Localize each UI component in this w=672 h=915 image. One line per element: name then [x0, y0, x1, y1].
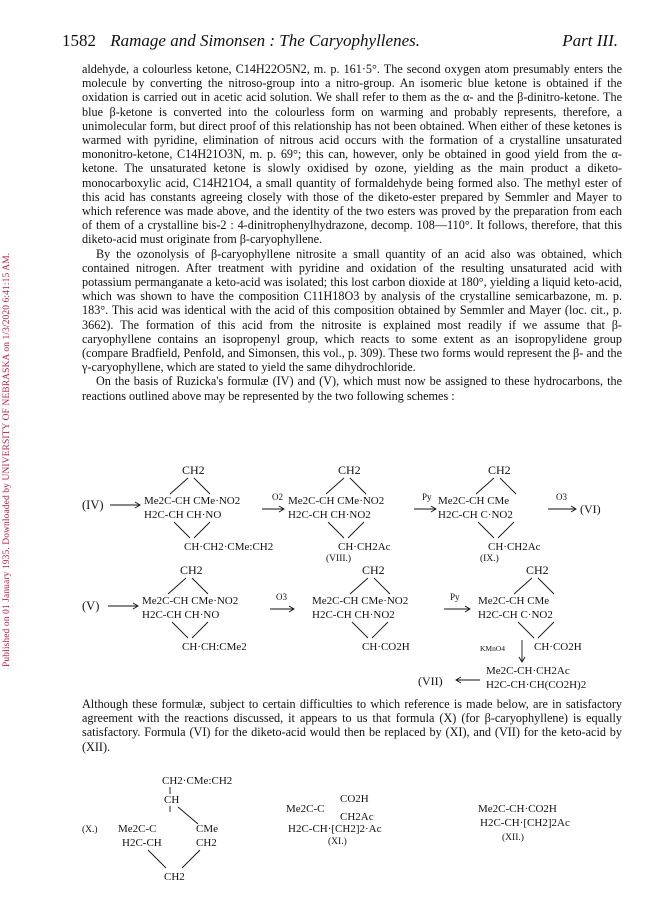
structure-nitro-acid: [312, 563, 410, 653]
svg-text:CH2: CH2: [362, 563, 385, 577]
svg-text:CH·CH:CMe2: CH·CH:CMe2: [182, 641, 247, 653]
svg-text:CH2: CH2: [338, 463, 361, 477]
svg-text:H2C-CH CH·NO2: H2C-CH CH·NO2: [288, 509, 371, 521]
structure-x: [82, 775, 232, 883]
scheme1-start-label: (IV): [82, 498, 104, 512]
svg-text:H2C-CH C·NO2: H2C-CH C·NO2: [478, 609, 553, 621]
svg-text:H2C-CH CH·NO: H2C-CH CH·NO: [144, 509, 222, 521]
svg-text:CH·CH2Ac: CH·CH2Ac: [488, 541, 541, 553]
structure-unsaturated-acid: [478, 563, 582, 653]
scheme-2: [82, 563, 586, 691]
structure-xi: [286, 793, 382, 847]
svg-text:(XI.): (XI.): [328, 837, 347, 847]
svg-text:CO2H: CO2H: [340, 793, 369, 805]
svg-text:CH2: CH2: [196, 837, 217, 849]
svg-text:CH·CO2H: CH·CO2H: [362, 641, 410, 653]
svg-text:CH2: CH2: [182, 463, 205, 477]
scheme1-end-label: (VI): [580, 502, 601, 516]
svg-text:Me2C-C: Me2C-C: [118, 823, 157, 835]
structure-v-nitrosite: [142, 563, 247, 653]
svg-text:Me2C-CH·CH2Ac: Me2C-CH·CH2Ac: [486, 665, 570, 677]
svg-text:CH2Ac: CH2Ac: [340, 811, 374, 823]
kmno4-reagent: KMnO4: [480, 644, 506, 653]
svg-text:CH2: CH2: [164, 871, 185, 883]
svg-text:CH: CH: [164, 794, 180, 806]
running-title: Ramage and Simonsen : The Caryophyllenes.: [110, 31, 420, 50]
svg-text:Me2C-CH CMe: Me2C-CH CMe: [478, 595, 550, 607]
svg-text:(IX.): (IX.): [480, 554, 499, 564]
svg-text:H2C-CH·CH(CO2H)2: H2C-CH·CH(CO2H)2: [486, 679, 587, 691]
svg-text:H2C-CH·[CH2]2·Ac: H2C-CH·[CH2]2·Ac: [288, 823, 382, 835]
svg-text:Me2C-CH CMe·NO2: Me2C-CH CMe·NO2: [142, 595, 239, 607]
svg-text:CH·CO2H: CH·CO2H: [534, 641, 582, 653]
formulas-drawing: [82, 770, 622, 910]
svg-text:(XII.): (XII.): [502, 833, 524, 843]
svg-text:H2C-CH CH·NO2: H2C-CH CH·NO2: [312, 609, 395, 621]
svg-text:CH2: CH2: [526, 563, 549, 577]
paragraph-2: By the ozonolysis of β-caryophyllene nitrosite a small quantity of an acid also was obtained, which contained nitrogen. After treatment with pyridine and oxidation of the resulting unsaturated acid with potassium permanganate a keto-acid was isolated; this lost carbon dioxide at 180°, yielding a liquid keto-acid, which was shown to have the composition C11H18O3 by analysis of the crystalline semicarbazone, m. p. 183°. This acid was identical with the acid of this composition obtained by Semmler and Mayer (loc. cit., p. 3662). The formation of this acid from the nitrosite is explained most readily if we assume that β-caryophyllene contains an isopropenyl group, which reacts to some extent as an isopropylidene group (compare Bradfield, Penfold, and Simonsen, this vol., p. 309). These two forms would represent the β- and the γ-caryophyllene, which are stated to yield the same dihydrochloride.: [82, 246, 622, 375]
svg-text:H2C-CH CH·NO: H2C-CH CH·NO: [142, 609, 220, 621]
svg-text:Me2C-CH CMe·NO2: Me2C-CH CMe·NO2: [288, 495, 385, 507]
structure-xii: [478, 803, 570, 843]
svg-text:H2C-CH C·NO2: H2C-CH C·NO2: [438, 509, 513, 521]
svg-text:CMe: CMe: [196, 823, 218, 835]
page-header: [62, 31, 622, 51]
download-watermark: Published on 01 January 1935. Downloaded by UNIVERSITY OF NEBRASKA on 1/3/2020 6:41:15 AM.: [2, 252, 12, 668]
svg-text:H2C-CH: H2C-CH: [122, 837, 162, 849]
structure-ix: [438, 463, 541, 564]
svg-text:(VII): (VII): [418, 674, 443, 688]
page-number: 1582: [62, 31, 96, 50]
svg-text:O3: O3: [276, 592, 287, 602]
svg-text:(VIII.): (VIII.): [326, 554, 352, 564]
scheme-1: [82, 463, 601, 564]
svg-text:Me2C-CH CMe: Me2C-CH CMe: [438, 495, 510, 507]
structure-vii: [418, 665, 586, 691]
svg-text:O3: O3: [556, 492, 567, 502]
structure-iv-nitrosite: [144, 463, 273, 553]
paragraph-3: On the basis of Ruzicka's formulæ (IV) and (V), which must now be assigned to these hydrocarbons, the reactions outlined above may be represented by the two following schemes :: [82, 374, 622, 403]
svg-text:O2: O2: [272, 492, 283, 502]
svg-text:CH·CH2Ac: CH·CH2Ac: [338, 541, 391, 553]
svg-text:H2C-CH·[CH2]2Ac: H2C-CH·[CH2]2Ac: [480, 817, 570, 829]
part-number: Part III.: [562, 31, 618, 50]
svg-text:CH2·CMe:CH2: CH2·CMe:CH2: [162, 775, 233, 787]
svg-text:CH2: CH2: [488, 463, 511, 477]
svg-text:CH2: CH2: [180, 563, 203, 577]
svg-text:Me2C-CH CMe·NO2: Me2C-CH CMe·NO2: [312, 595, 409, 607]
svg-text:CH·CH2·CMe:CH2: CH·CH2·CMe:CH2: [184, 541, 274, 553]
svg-text:Me2C-C: Me2C-C: [286, 803, 325, 815]
paragraph-4: Although these formulæ, subject to certain difficulties to which reference is made below, are in satisfactory agreement with the reactions discussed, it appears to us that formula (X) (for β-caryophyllene) is equally satisfactory. Formula (VI) for the diketo-acid would then be replaced by (XI), and (VII) for the keto-acid by (XII).: [82, 697, 622, 754]
article-body: [82, 62, 622, 403]
scheme2-start-label: (V): [82, 599, 100, 613]
paragraph-1: aldehyde, a colourless ketone, C14H22O5N2, m. p. 161·5°. The second oxygen atom presumably enters the molecule by converting the nitroso-group into a nitro-group. An isomeric blue ketone is obtained if the oxidation is carried out in acetic acid solution. We shall refer to them as the α- and the β-dinitro-ketone. The blue β-ketone is converted into the colourless form on warming and probably represents, therefore, a unimolecular form, but direct proof of this relationship has not been obtained. When either of these ketones is warmed with pyridine, elimination of nitrous acid occurs with the formation of a crystalline unsaturated mononitro-ketone, C14H21O3N, m. p. 69°; this can, however, only be obtained in good yield from the α-ketone. The unsaturated ketone is slowly oxidised by ozone, yielding as the main product a diketo-monocarboxylic acid, C14H21O4, a small quantity of formaldehyde being formed also. The methyl ester of this acid has constants agreeing closely with those of the diketo-ester prepared by Semmler and Mayer to which reference was made above, and the identity of the two esters was proved by the preparation from each of them of a crystalline bis-2 : 4-dinitrophenylhydrazone, decomp. 108—110°. It follows, therefore, that this diketo-acid must originate from β-caryophyllene.: [82, 62, 622, 247]
svg-text:Me2C-CH·CO2H: Me2C-CH·CO2H: [478, 803, 557, 815]
svg-text:Me2C-CH CMe·NO2: Me2C-CH CMe·NO2: [144, 495, 241, 507]
structure-viii: [288, 463, 391, 564]
svg-text:Py: Py: [450, 592, 460, 602]
svg-text:(X.): (X.): [82, 825, 98, 835]
formulas-x-xi-xii: [82, 770, 622, 910]
svg-text:Py: Py: [422, 492, 432, 502]
